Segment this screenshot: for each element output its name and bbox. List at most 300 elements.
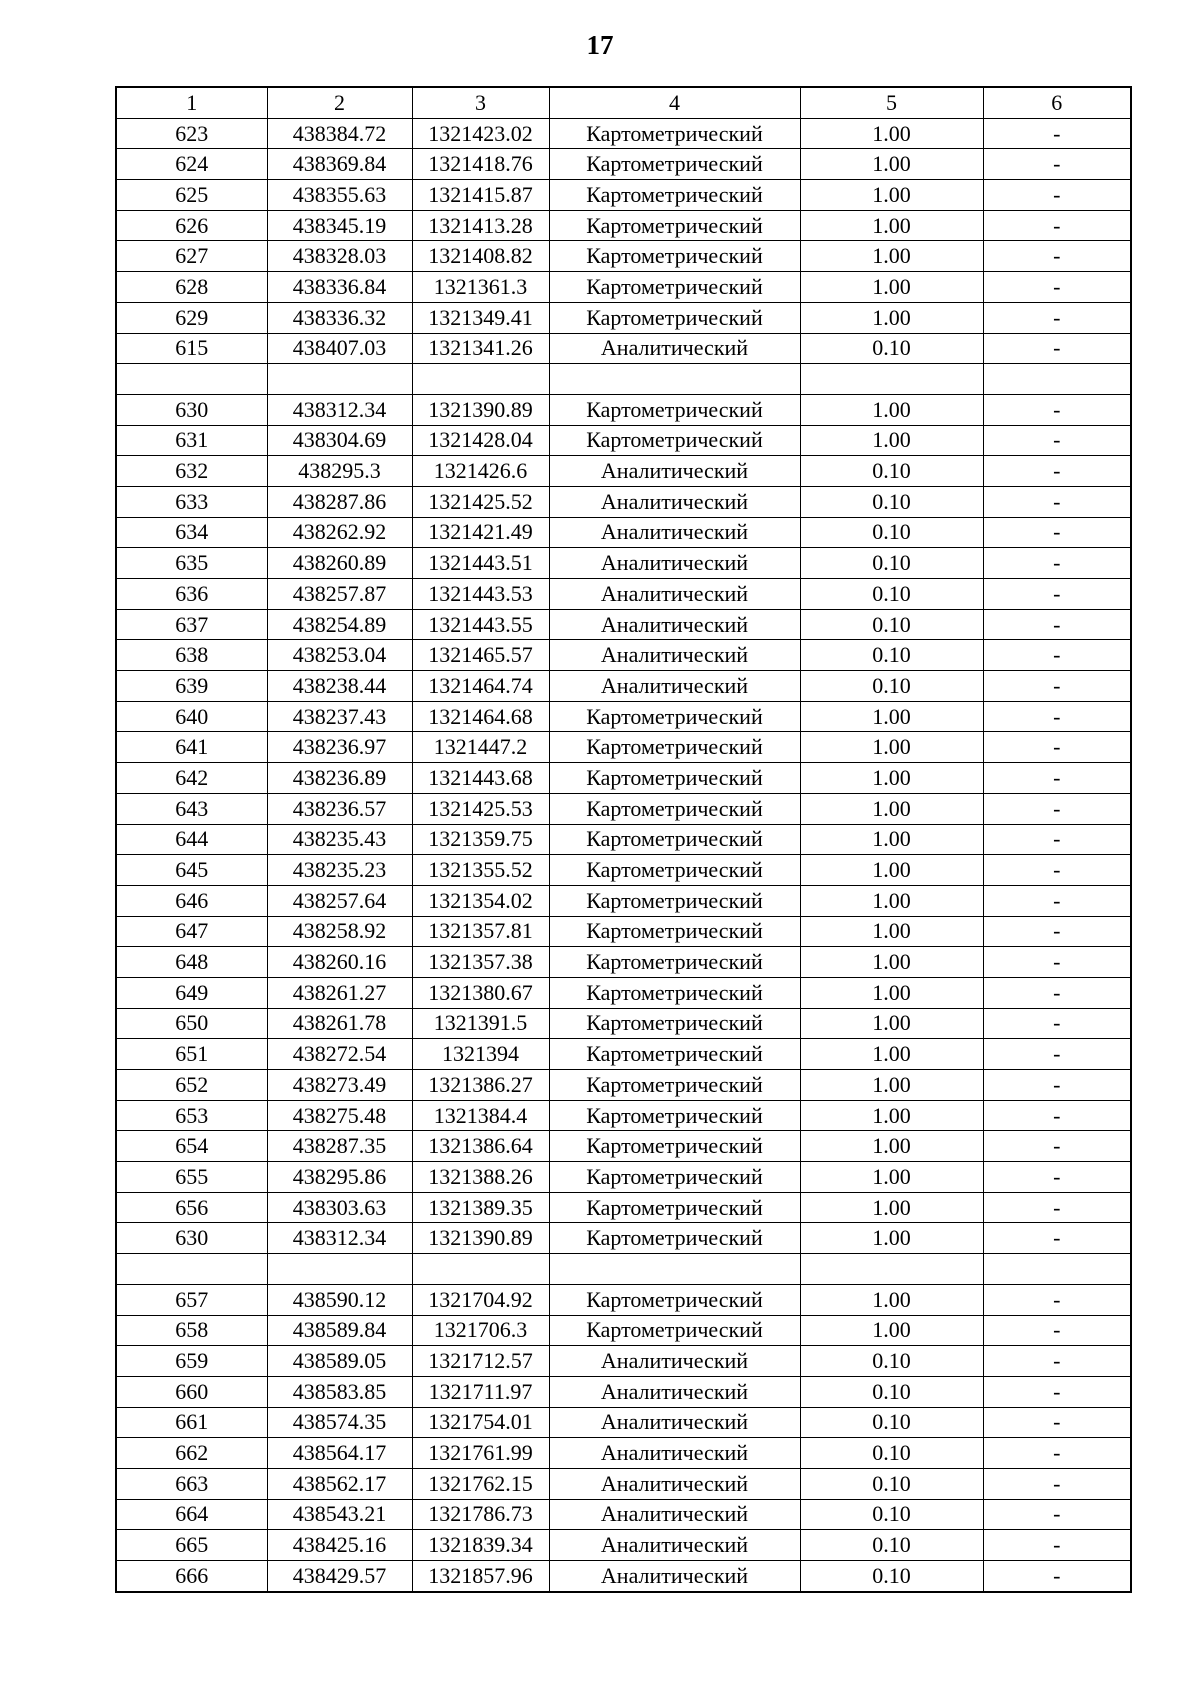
y-coordinate-cell: 1321443.55 bbox=[412, 609, 549, 640]
y-coordinate-cell: 1321786.73 bbox=[412, 1499, 549, 1530]
point-number-cell: 637 bbox=[116, 609, 267, 640]
note-cell: - bbox=[983, 1438, 1131, 1469]
note-cell: - bbox=[983, 486, 1131, 517]
note-cell: - bbox=[983, 548, 1131, 579]
x-coordinate-cell: 438273.49 bbox=[267, 1070, 412, 1101]
accuracy-cell: 0.10 bbox=[800, 486, 983, 517]
note-cell: - bbox=[983, 732, 1131, 763]
y-coordinate-cell: 1321349.41 bbox=[412, 302, 549, 333]
note-cell: - bbox=[983, 671, 1131, 702]
method-cell bbox=[549, 364, 800, 395]
accuracy-cell bbox=[800, 364, 983, 395]
accuracy-cell: 1.00 bbox=[800, 977, 983, 1008]
note-cell: - bbox=[983, 1499, 1131, 1530]
accuracy-cell: 1.00 bbox=[800, 210, 983, 241]
table-header-row bbox=[116, 87, 1131, 118]
note-cell: - bbox=[983, 517, 1131, 548]
note-cell: - bbox=[983, 855, 1131, 886]
point-number-cell: 638 bbox=[116, 640, 267, 671]
y-coordinate-cell: 1321418.76 bbox=[412, 149, 549, 180]
accuracy-cell: 1.00 bbox=[800, 241, 983, 272]
note-cell: - bbox=[983, 1346, 1131, 1377]
method-cell: Аналитический bbox=[549, 1468, 800, 1499]
y-coordinate-cell: 1321389.35 bbox=[412, 1192, 549, 1223]
method-cell: Картометрический bbox=[549, 1192, 800, 1223]
x-coordinate-cell bbox=[267, 364, 412, 395]
point-number-cell: 645 bbox=[116, 855, 267, 886]
x-coordinate-cell: 438295.86 bbox=[267, 1162, 412, 1193]
point-number-cell: 640 bbox=[116, 701, 267, 732]
method-cell: Картометрический bbox=[549, 180, 800, 211]
note-cell: - bbox=[983, 241, 1131, 272]
method-cell: Картометрический bbox=[549, 241, 800, 272]
accuracy-cell bbox=[800, 1254, 983, 1285]
method-cell: Картометрический bbox=[549, 732, 800, 763]
accuracy-cell: 1.00 bbox=[800, 1315, 983, 1346]
note-cell: - bbox=[983, 885, 1131, 916]
x-coordinate-cell: 438257.64 bbox=[267, 885, 412, 916]
table-row bbox=[116, 640, 1131, 671]
point-number-cell: 624 bbox=[116, 149, 267, 180]
x-coordinate-cell: 438287.35 bbox=[267, 1131, 412, 1162]
accuracy-cell: 1.00 bbox=[800, 1039, 983, 1070]
table-row bbox=[116, 272, 1131, 303]
table-row bbox=[116, 579, 1131, 610]
accuracy-cell: 0.10 bbox=[800, 1407, 983, 1438]
accuracy-cell: 0.10 bbox=[800, 1346, 983, 1377]
y-coordinate-cell: 1321354.02 bbox=[412, 885, 549, 916]
table-row bbox=[116, 824, 1131, 855]
x-coordinate-cell: 438583.85 bbox=[267, 1376, 412, 1407]
note-cell: - bbox=[983, 824, 1131, 855]
y-coordinate-cell: 1321359.75 bbox=[412, 824, 549, 855]
point-number-cell: 625 bbox=[116, 180, 267, 211]
accuracy-cell: 1.00 bbox=[800, 394, 983, 425]
method-cell: Аналитический bbox=[549, 517, 800, 548]
table-row bbox=[116, 1438, 1131, 1469]
table-row bbox=[116, 947, 1131, 978]
table-row bbox=[116, 1376, 1131, 1407]
method-cell: Аналитический bbox=[549, 1530, 800, 1561]
y-coordinate-cell: 1321361.3 bbox=[412, 272, 549, 303]
column-header: 6 bbox=[983, 87, 1131, 118]
method-cell: Картометрический bbox=[549, 425, 800, 456]
accuracy-cell: 1.00 bbox=[800, 1162, 983, 1193]
x-coordinate-cell: 438272.54 bbox=[267, 1039, 412, 1070]
table-row bbox=[116, 149, 1131, 180]
table-row bbox=[116, 394, 1131, 425]
y-coordinate-cell: 1321443.53 bbox=[412, 579, 549, 610]
method-cell: Картометрический bbox=[549, 977, 800, 1008]
method-cell: Картометрический bbox=[549, 916, 800, 947]
point-number-cell bbox=[116, 364, 267, 395]
x-coordinate-cell: 438429.57 bbox=[267, 1561, 412, 1592]
accuracy-cell: 1.00 bbox=[800, 824, 983, 855]
method-cell: Картометрический bbox=[549, 1008, 800, 1039]
accuracy-cell: 1.00 bbox=[800, 732, 983, 763]
y-coordinate-cell: 1321425.52 bbox=[412, 486, 549, 517]
y-coordinate-cell: 1321355.52 bbox=[412, 855, 549, 886]
point-number-cell: 664 bbox=[116, 1499, 267, 1530]
method-cell: Картометрический bbox=[549, 763, 800, 794]
y-coordinate-cell: 1321706.3 bbox=[412, 1315, 549, 1346]
accuracy-cell: 1.00 bbox=[800, 1070, 983, 1101]
table-row bbox=[116, 916, 1131, 947]
method-cell: Картометрический bbox=[549, 1070, 800, 1101]
note-cell: - bbox=[983, 1376, 1131, 1407]
point-number-cell: 666 bbox=[116, 1561, 267, 1592]
note-cell: - bbox=[983, 640, 1131, 671]
note-cell: - bbox=[983, 1315, 1131, 1346]
table-row bbox=[116, 701, 1131, 732]
note-cell: - bbox=[983, 425, 1131, 456]
method-cell: Картометрический bbox=[549, 885, 800, 916]
note-cell: - bbox=[983, 609, 1131, 640]
x-coordinate-cell: 438336.32 bbox=[267, 302, 412, 333]
method-cell: Картометрический bbox=[549, 210, 800, 241]
table-row bbox=[116, 1315, 1131, 1346]
y-coordinate-cell: 1321421.49 bbox=[412, 517, 549, 548]
y-coordinate-cell: 1321704.92 bbox=[412, 1284, 549, 1315]
point-number-cell: 654 bbox=[116, 1131, 267, 1162]
accuracy-cell: 0.10 bbox=[800, 1561, 983, 1592]
accuracy-cell: 1.00 bbox=[800, 1284, 983, 1315]
x-coordinate-cell: 438336.84 bbox=[267, 272, 412, 303]
accuracy-cell: 0.10 bbox=[800, 1499, 983, 1530]
x-coordinate-cell: 438345.19 bbox=[267, 210, 412, 241]
x-coordinate-cell: 438257.87 bbox=[267, 579, 412, 610]
y-coordinate-cell: 1321425.53 bbox=[412, 793, 549, 824]
table-row bbox=[116, 732, 1131, 763]
x-coordinate-cell: 438262.92 bbox=[267, 517, 412, 548]
method-cell: Аналитический bbox=[549, 486, 800, 517]
accuracy-cell: 0.10 bbox=[800, 333, 983, 364]
table-row bbox=[116, 1499, 1131, 1530]
note-cell bbox=[983, 1254, 1131, 1285]
table-row bbox=[116, 1162, 1131, 1193]
method-cell: Картометрический bbox=[549, 1131, 800, 1162]
y-coordinate-cell: 1321712.57 bbox=[412, 1346, 549, 1377]
x-coordinate-cell: 438312.34 bbox=[267, 1223, 412, 1254]
x-coordinate-cell: 438384.72 bbox=[267, 118, 412, 149]
column-header: 3 bbox=[412, 87, 549, 118]
y-coordinate-cell: 1321428.04 bbox=[412, 425, 549, 456]
accuracy-cell: 0.10 bbox=[800, 548, 983, 579]
note-cell: - bbox=[983, 1039, 1131, 1070]
y-coordinate-cell: 1321761.99 bbox=[412, 1438, 549, 1469]
x-coordinate-cell: 438260.89 bbox=[267, 548, 412, 579]
point-number-cell: 658 bbox=[116, 1315, 267, 1346]
y-coordinate-cell: 1321443.51 bbox=[412, 548, 549, 579]
accuracy-cell: 1.00 bbox=[800, 118, 983, 149]
note-cell: - bbox=[983, 701, 1131, 732]
table-row bbox=[116, 517, 1131, 548]
accuracy-cell: 0.10 bbox=[800, 1376, 983, 1407]
accuracy-cell: 1.00 bbox=[800, 947, 983, 978]
table-row bbox=[116, 1192, 1131, 1223]
y-coordinate-cell: 1321386.27 bbox=[412, 1070, 549, 1101]
note-cell: - bbox=[983, 1192, 1131, 1223]
table-row bbox=[116, 855, 1131, 886]
table-separator-row bbox=[116, 1254, 1131, 1285]
accuracy-cell: 1.00 bbox=[800, 425, 983, 456]
y-coordinate-cell: 1321394 bbox=[412, 1039, 549, 1070]
method-cell: Аналитический bbox=[549, 1376, 800, 1407]
table-row bbox=[116, 1008, 1131, 1039]
x-coordinate-cell: 438303.63 bbox=[267, 1192, 412, 1223]
method-cell: Картометрический bbox=[549, 947, 800, 978]
table-row bbox=[116, 333, 1131, 364]
y-coordinate-cell: 1321391.5 bbox=[412, 1008, 549, 1039]
method-cell: Аналитический bbox=[549, 333, 800, 364]
column-header: 1 bbox=[116, 87, 267, 118]
method-cell bbox=[549, 1254, 800, 1285]
x-coordinate-cell: 438261.27 bbox=[267, 977, 412, 1008]
method-cell: Картометрический bbox=[549, 855, 800, 886]
point-number-cell: 657 bbox=[116, 1284, 267, 1315]
y-coordinate-cell bbox=[412, 364, 549, 395]
point-number-cell: 659 bbox=[116, 1346, 267, 1377]
method-cell: Картометрический bbox=[549, 394, 800, 425]
y-coordinate-cell: 1321380.67 bbox=[412, 977, 549, 1008]
note-cell: - bbox=[983, 1131, 1131, 1162]
point-number-cell: 653 bbox=[116, 1100, 267, 1131]
point-number-cell: 652 bbox=[116, 1070, 267, 1101]
note-cell: - bbox=[983, 579, 1131, 610]
table-row bbox=[116, 977, 1131, 1008]
point-number-cell: 648 bbox=[116, 947, 267, 978]
y-coordinate-cell: 1321386.64 bbox=[412, 1131, 549, 1162]
method-cell: Аналитический bbox=[549, 671, 800, 702]
x-coordinate-cell: 438589.05 bbox=[267, 1346, 412, 1377]
note-cell: - bbox=[983, 272, 1131, 303]
point-number-cell: 626 bbox=[116, 210, 267, 241]
point-number-cell: 647 bbox=[116, 916, 267, 947]
accuracy-cell: 1.00 bbox=[800, 763, 983, 794]
note-cell: - bbox=[983, 333, 1131, 364]
x-coordinate-cell bbox=[267, 1254, 412, 1285]
table-row bbox=[116, 456, 1131, 487]
table-row bbox=[116, 1070, 1131, 1101]
y-coordinate-cell: 1321426.6 bbox=[412, 456, 549, 487]
x-coordinate-cell: 438369.84 bbox=[267, 149, 412, 180]
y-coordinate-cell: 1321388.26 bbox=[412, 1162, 549, 1193]
table-row bbox=[116, 885, 1131, 916]
x-coordinate-cell: 438295.3 bbox=[267, 456, 412, 487]
note-cell: - bbox=[983, 210, 1131, 241]
x-coordinate-cell: 438590.12 bbox=[267, 1284, 412, 1315]
table-row bbox=[116, 118, 1131, 149]
table-row bbox=[116, 1223, 1131, 1254]
x-coordinate-cell: 438253.04 bbox=[267, 640, 412, 671]
method-cell: Картометрический bbox=[549, 701, 800, 732]
accuracy-cell: 1.00 bbox=[800, 180, 983, 211]
note-cell: - bbox=[983, 1223, 1131, 1254]
point-number-cell: 655 bbox=[116, 1162, 267, 1193]
table-row bbox=[116, 763, 1131, 794]
method-cell: Аналитический bbox=[549, 1407, 800, 1438]
method-cell: Аналитический bbox=[549, 640, 800, 671]
note-cell: - bbox=[983, 763, 1131, 794]
point-number-cell: 628 bbox=[116, 272, 267, 303]
method-cell: Аналитический bbox=[549, 1438, 800, 1469]
x-coordinate-cell: 438235.23 bbox=[267, 855, 412, 886]
method-cell: Картометрический bbox=[549, 793, 800, 824]
point-number-cell: 650 bbox=[116, 1008, 267, 1039]
point-number-cell: 634 bbox=[116, 517, 267, 548]
method-cell: Картометрический bbox=[549, 1284, 800, 1315]
point-number-cell: 636 bbox=[116, 579, 267, 610]
note-cell: - bbox=[983, 1407, 1131, 1438]
point-number-cell: 644 bbox=[116, 824, 267, 855]
x-coordinate-cell: 438236.89 bbox=[267, 763, 412, 794]
table-row bbox=[116, 1131, 1131, 1162]
point-number-cell: 632 bbox=[116, 456, 267, 487]
x-coordinate-cell: 438328.03 bbox=[267, 241, 412, 272]
table-row bbox=[116, 241, 1131, 272]
x-coordinate-cell: 438275.48 bbox=[267, 1100, 412, 1131]
point-number-cell: 665 bbox=[116, 1530, 267, 1561]
accuracy-cell: 1.00 bbox=[800, 272, 983, 303]
point-number-cell: 630 bbox=[116, 394, 267, 425]
note-cell: - bbox=[983, 793, 1131, 824]
table-row bbox=[116, 1407, 1131, 1438]
accuracy-cell: 1.00 bbox=[800, 149, 983, 180]
y-coordinate-cell: 1321413.28 bbox=[412, 210, 549, 241]
x-coordinate-cell: 438543.21 bbox=[267, 1499, 412, 1530]
point-number-cell: 656 bbox=[116, 1192, 267, 1223]
column-header: 4 bbox=[549, 87, 800, 118]
x-coordinate-cell: 438312.34 bbox=[267, 394, 412, 425]
accuracy-cell: 1.00 bbox=[800, 1131, 983, 1162]
y-coordinate-cell: 1321762.15 bbox=[412, 1468, 549, 1499]
coordinates-table bbox=[115, 86, 1132, 1593]
table-row bbox=[116, 302, 1131, 333]
column-header: 5 bbox=[800, 87, 983, 118]
accuracy-cell: 1.00 bbox=[800, 1008, 983, 1039]
method-cell: Аналитический bbox=[549, 579, 800, 610]
accuracy-cell: 0.10 bbox=[800, 517, 983, 548]
table-row bbox=[116, 609, 1131, 640]
accuracy-cell: 0.10 bbox=[800, 456, 983, 487]
point-number-cell: 642 bbox=[116, 763, 267, 794]
x-coordinate-cell: 438238.44 bbox=[267, 671, 412, 702]
note-cell: - bbox=[983, 1284, 1131, 1315]
column-header: 2 bbox=[267, 87, 412, 118]
x-coordinate-cell: 438562.17 bbox=[267, 1468, 412, 1499]
table-row bbox=[116, 1039, 1131, 1070]
note-cell: - bbox=[983, 947, 1131, 978]
table-row bbox=[116, 1100, 1131, 1131]
accuracy-cell: 1.00 bbox=[800, 1223, 983, 1254]
y-coordinate-cell: 1321390.89 bbox=[412, 1223, 549, 1254]
point-number-cell: 639 bbox=[116, 671, 267, 702]
accuracy-cell: 1.00 bbox=[800, 855, 983, 886]
note-cell: - bbox=[983, 1162, 1131, 1193]
y-coordinate-cell: 1321464.68 bbox=[412, 701, 549, 732]
method-cell: Аналитический bbox=[549, 456, 800, 487]
y-coordinate-cell: 1321341.26 bbox=[412, 333, 549, 364]
x-coordinate-cell: 438260.16 bbox=[267, 947, 412, 978]
y-coordinate-cell: 1321443.68 bbox=[412, 763, 549, 794]
y-coordinate-cell bbox=[412, 1254, 549, 1285]
accuracy-cell: 0.10 bbox=[800, 1530, 983, 1561]
method-cell: Картометрический bbox=[549, 1039, 800, 1070]
x-coordinate-cell: 438236.57 bbox=[267, 793, 412, 824]
accuracy-cell: 1.00 bbox=[800, 302, 983, 333]
note-cell: - bbox=[983, 1530, 1131, 1561]
accuracy-cell: 0.10 bbox=[800, 640, 983, 671]
y-coordinate-cell: 1321754.01 bbox=[412, 1407, 549, 1438]
point-number-cell: 629 bbox=[116, 302, 267, 333]
y-coordinate-cell: 1321423.02 bbox=[412, 118, 549, 149]
note-cell bbox=[983, 364, 1131, 395]
accuracy-cell: 0.10 bbox=[800, 609, 983, 640]
table-row bbox=[116, 671, 1131, 702]
x-coordinate-cell: 438237.43 bbox=[267, 701, 412, 732]
table-separator-row bbox=[116, 364, 1131, 395]
table-row bbox=[116, 1530, 1131, 1561]
y-coordinate-cell: 1321464.74 bbox=[412, 671, 549, 702]
point-number-cell: 661 bbox=[116, 1407, 267, 1438]
note-cell: - bbox=[983, 1008, 1131, 1039]
table-row bbox=[116, 1284, 1131, 1315]
table-row bbox=[116, 180, 1131, 211]
note-cell: - bbox=[983, 394, 1131, 425]
note-cell: - bbox=[983, 1468, 1131, 1499]
point-number-cell: 633 bbox=[116, 486, 267, 517]
note-cell: - bbox=[983, 149, 1131, 180]
point-number-cell: 651 bbox=[116, 1039, 267, 1070]
accuracy-cell: 1.00 bbox=[800, 916, 983, 947]
table-row bbox=[116, 548, 1131, 579]
x-coordinate-cell: 438574.35 bbox=[267, 1407, 412, 1438]
x-coordinate-cell: 438407.03 bbox=[267, 333, 412, 364]
point-number-cell: 649 bbox=[116, 977, 267, 1008]
method-cell: Картометрический bbox=[549, 1315, 800, 1346]
y-coordinate-cell: 1321357.81 bbox=[412, 916, 549, 947]
y-coordinate-cell: 1321711.97 bbox=[412, 1376, 549, 1407]
method-cell: Картометрический bbox=[549, 272, 800, 303]
table-row bbox=[116, 1346, 1131, 1377]
accuracy-cell: 0.10 bbox=[800, 671, 983, 702]
method-cell: Аналитический bbox=[549, 1561, 800, 1592]
accuracy-cell: 0.10 bbox=[800, 1468, 983, 1499]
y-coordinate-cell: 1321357.38 bbox=[412, 947, 549, 978]
y-coordinate-cell: 1321415.87 bbox=[412, 180, 549, 211]
point-number-cell: 623 bbox=[116, 118, 267, 149]
table-body bbox=[116, 87, 1131, 1592]
x-coordinate-cell: 438355.63 bbox=[267, 180, 412, 211]
method-cell: Аналитический bbox=[549, 548, 800, 579]
point-number-cell: 662 bbox=[116, 1438, 267, 1469]
y-coordinate-cell: 1321857.96 bbox=[412, 1561, 549, 1592]
accuracy-cell: 0.10 bbox=[800, 579, 983, 610]
note-cell: - bbox=[983, 456, 1131, 487]
accuracy-cell: 1.00 bbox=[800, 885, 983, 916]
y-coordinate-cell: 1321465.57 bbox=[412, 640, 549, 671]
point-number-cell: 630 bbox=[116, 1223, 267, 1254]
page-number: 17 bbox=[586, 30, 614, 60]
table-row bbox=[116, 425, 1131, 456]
x-coordinate-cell: 438425.16 bbox=[267, 1530, 412, 1561]
accuracy-cell: 1.00 bbox=[800, 701, 983, 732]
point-number-cell: 641 bbox=[116, 732, 267, 763]
note-cell: - bbox=[983, 118, 1131, 149]
x-coordinate-cell: 438235.43 bbox=[267, 824, 412, 855]
accuracy-cell: 0.10 bbox=[800, 1438, 983, 1469]
table-row bbox=[116, 1468, 1131, 1499]
